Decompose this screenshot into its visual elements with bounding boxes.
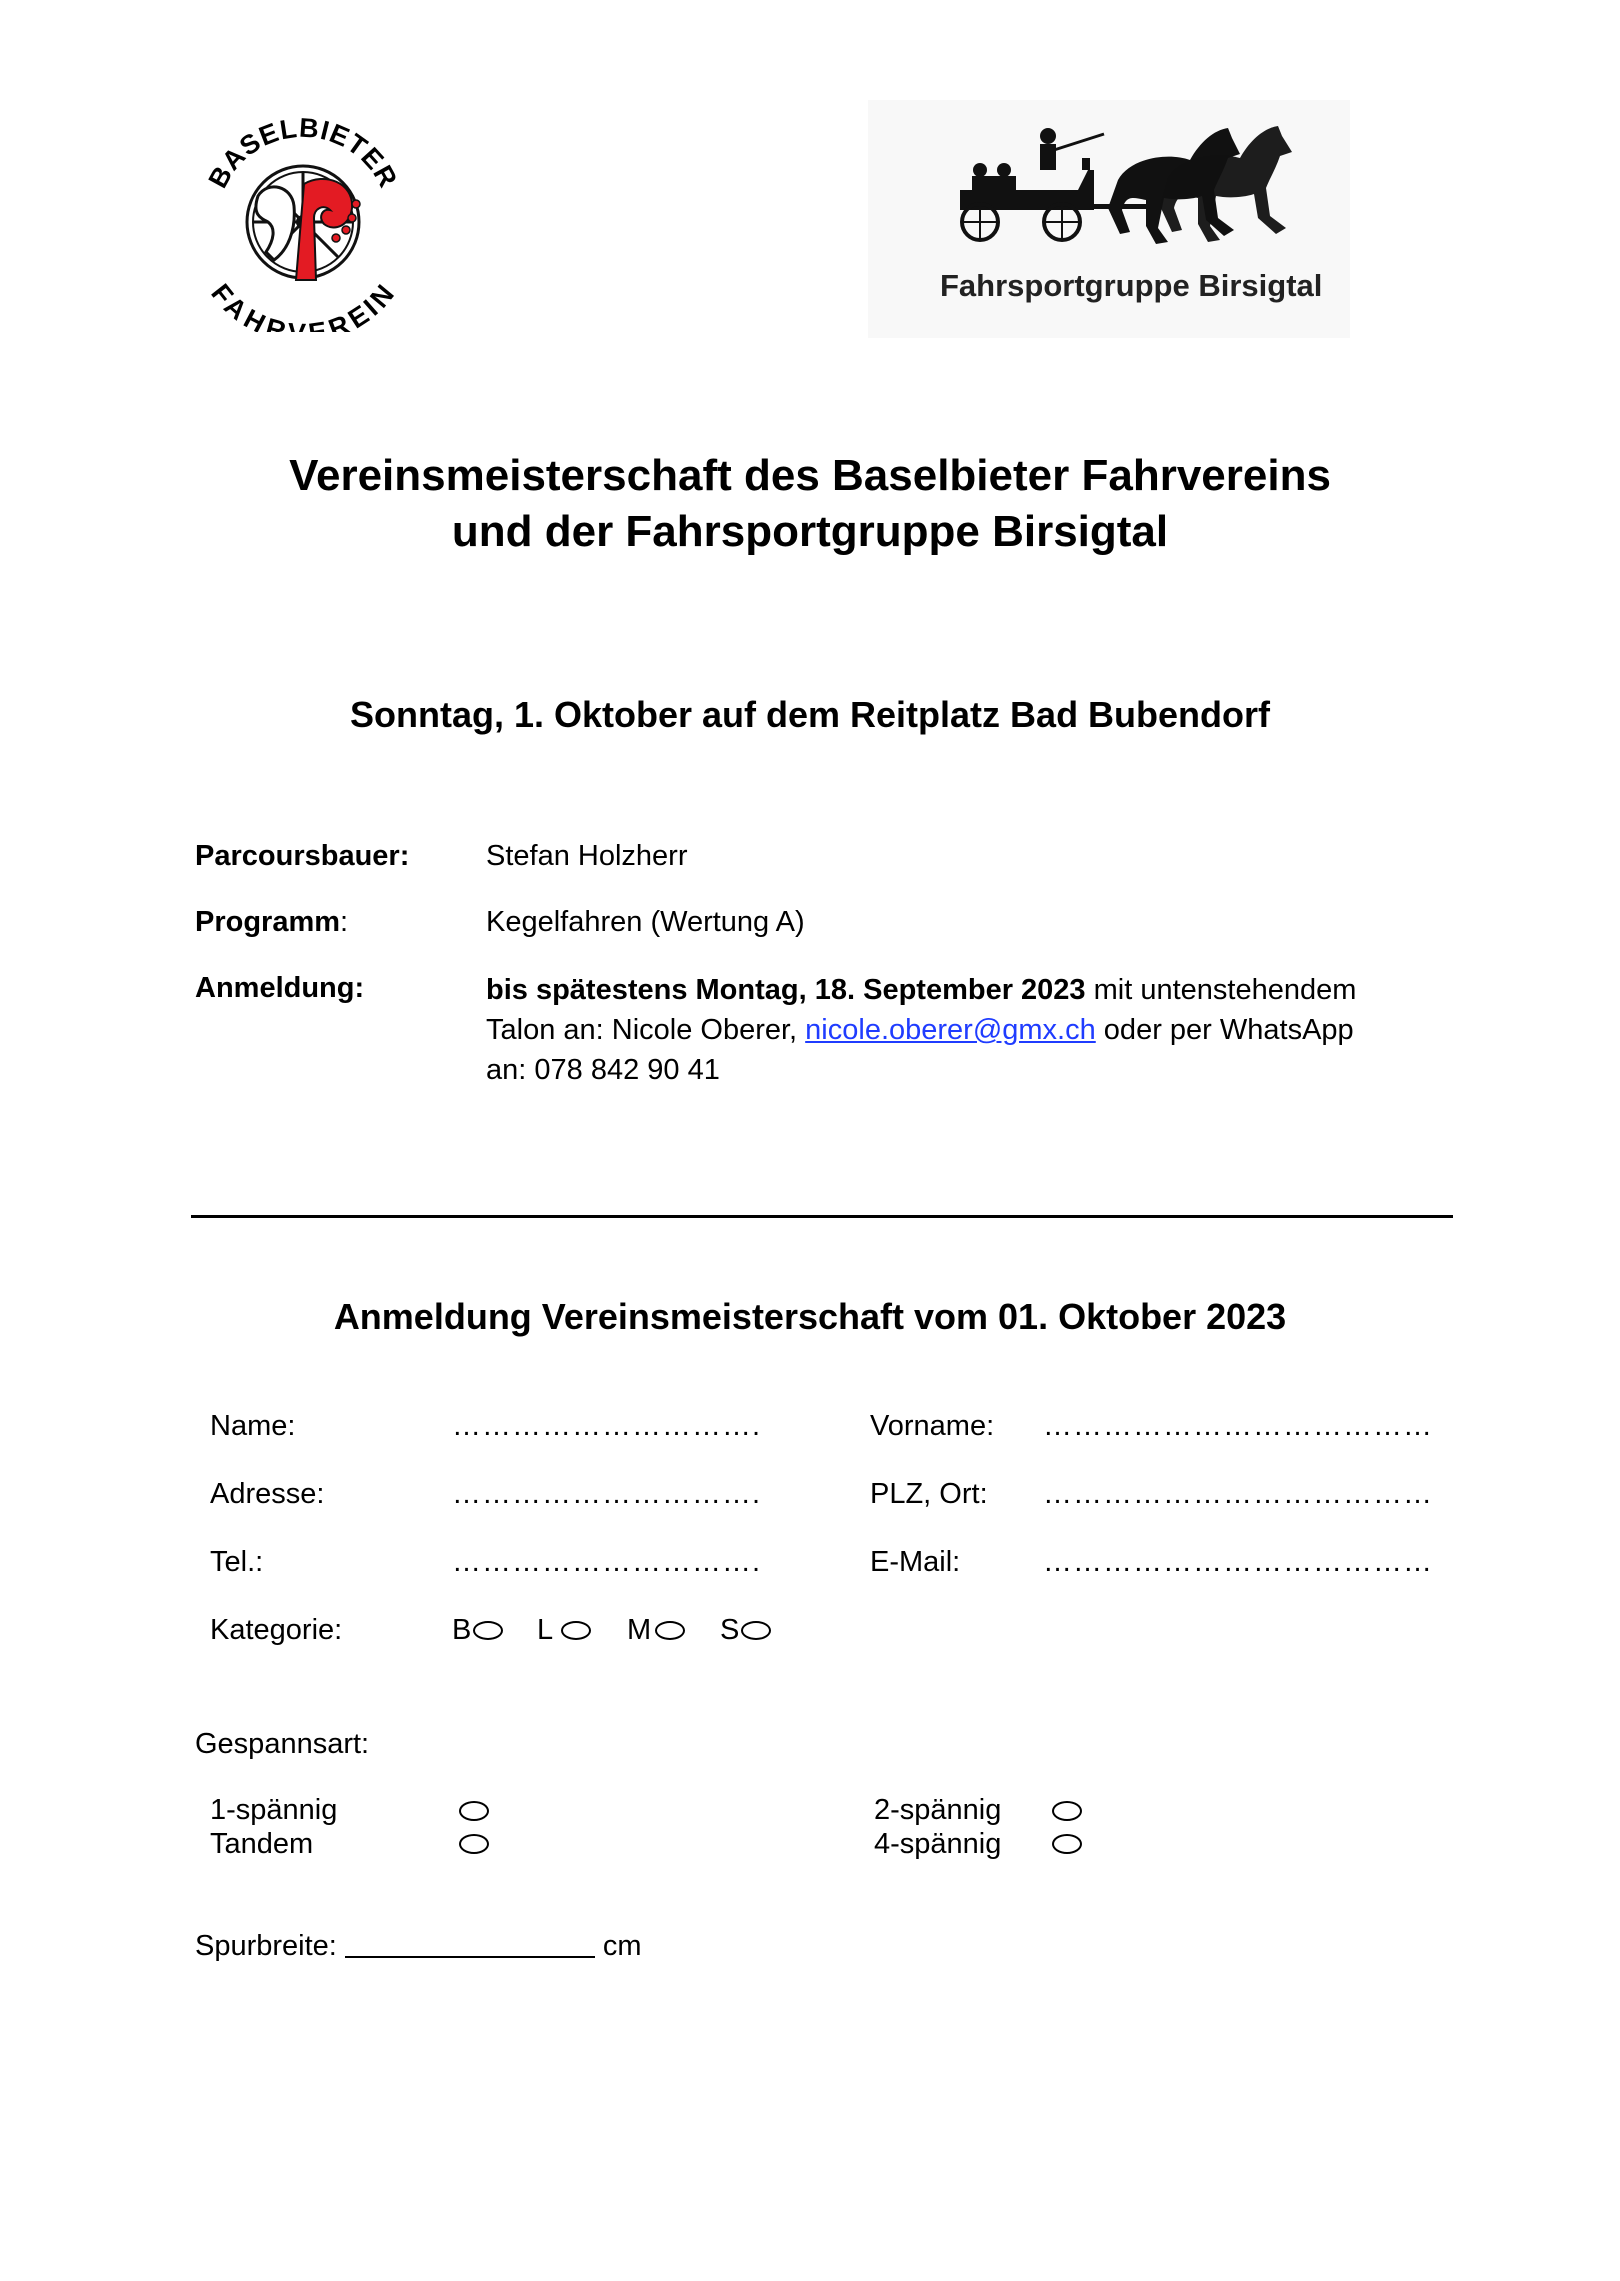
programm-label-text: Programm bbox=[195, 906, 341, 938]
anmeldung-deadline: bis spätestens Montag, 18. September 2023 bbox=[486, 974, 1086, 1006]
plz-ort-label: PLZ, Ort: bbox=[870, 1478, 988, 1510]
anmeldung-label: Anmeldung: bbox=[195, 972, 365, 1004]
event-date-location: Sonntag, 1. Oktober auf dem Reitplatz Bad Bubendorf bbox=[349, 694, 1271, 735]
tel-field[interactable]: …………………………. bbox=[452, 1546, 762, 1578]
plz-ort-field[interactable]: ………………………………… bbox=[1043, 1478, 1433, 1510]
name-field[interactable]: …………………………. bbox=[452, 1410, 762, 1442]
vierspaennig-radio[interactable] bbox=[1052, 1834, 1082, 1854]
parcoursbauer-label: Parcoursbauer: bbox=[195, 840, 410, 872]
gespannsart-label: Gespannsart: bbox=[195, 1728, 370, 1760]
page-title-line-2: und der Fahrsportgruppe Birsigtal bbox=[451, 507, 1169, 556]
anmeldung-details bbox=[486, 970, 1446, 1090]
section-divider bbox=[191, 1215, 1453, 1218]
programm-value: Kegelfahren (Wertung A) bbox=[486, 906, 805, 938]
anmeldung-text-3: oder per WhatsApp bbox=[1095, 1014, 1354, 1046]
zweispaennig-radio[interactable] bbox=[1052, 1801, 1082, 1821]
email-field[interactable]: ………………………………… bbox=[1043, 1546, 1433, 1578]
kategorie-b-label: B bbox=[452, 1614, 472, 1646]
kategorie-label: Kategorie: bbox=[210, 1614, 343, 1646]
kategorie-option-m[interactable] bbox=[627, 1614, 685, 1647]
parcoursbauer-value: Stefan Holzherr bbox=[486, 840, 688, 872]
radio-circle-icon[interactable] bbox=[561, 1621, 591, 1640]
kategorie-l-label: L bbox=[537, 1614, 554, 1646]
spurbreite-row bbox=[195, 1930, 642, 1963]
kategorie-option-b[interactable] bbox=[452, 1614, 503, 1647]
kategorie-s-label: S bbox=[720, 1614, 740, 1646]
kategorie-option-l[interactable] bbox=[537, 1614, 591, 1647]
logo-top-text: BASELBIETER bbox=[202, 112, 404, 193]
tandem-radio[interactable] bbox=[459, 1834, 489, 1854]
radio-circle-icon[interactable] bbox=[473, 1621, 503, 1640]
spurbreite-label: Spurbreite: bbox=[195, 1930, 337, 1962]
fahrsportgruppe-birsigtal-logo bbox=[868, 100, 1350, 338]
spurbreite-field[interactable] bbox=[345, 1954, 595, 1958]
logo-fsg-name: Fahrsportgruppe Birsigtal bbox=[940, 268, 1323, 303]
anmeldung-text-2: Talon an: Nicole Oberer, bbox=[486, 1014, 806, 1046]
zweispaennig-label: 2-spännig bbox=[874, 1794, 1002, 1826]
programm-label-colon: : bbox=[340, 906, 349, 938]
radio-circle-icon[interactable] bbox=[655, 1621, 685, 1640]
anmeldung-line-3: an: 078 842 90 41 bbox=[486, 1054, 720, 1086]
adresse-label: Adresse: bbox=[210, 1478, 325, 1510]
baselbieter-fahrverein-logo bbox=[196, 110, 410, 332]
adresse-field[interactable]: …………………………. bbox=[452, 1478, 762, 1510]
programm-label bbox=[195, 906, 348, 939]
anmeldung-line-2 bbox=[486, 1010, 1446, 1050]
kategorie-m-label: M bbox=[627, 1614, 652, 1646]
einspaennig-radio[interactable] bbox=[459, 1801, 489, 1821]
tel-label: Tel.: bbox=[210, 1546, 264, 1578]
anmeldung-line-1 bbox=[486, 970, 1446, 1010]
einspaennig-label: 1-spännig bbox=[210, 1794, 338, 1826]
kategorie-option-s[interactable] bbox=[720, 1614, 771, 1647]
anmeldung-text-1: mit untenstehendem bbox=[1085, 974, 1357, 1006]
logo-bottom-text: FAHR REIN bbox=[205, 278, 401, 332]
email-label: E-Mail: bbox=[870, 1546, 961, 1578]
svg-text:FAHRVEREIN bbox=[205, 278, 400, 332]
page-title-line-1: Vereinsmeisterschaft des Baselbieter Fahrvereins bbox=[289, 451, 1331, 500]
vierspaennig-label: 4-spännig bbox=[874, 1828, 1002, 1860]
vorname-field[interactable]: ………………………………… bbox=[1043, 1410, 1433, 1442]
name-label: Name: bbox=[210, 1410, 296, 1442]
email-link[interactable]: nicole.oberer@gmx.ch bbox=[805, 1014, 1096, 1046]
form-title: Anmeldung Vereinsmeisterschaft vom 01. Oktober 2023 bbox=[333, 1296, 1287, 1337]
vorname-label: Vorname: bbox=[870, 1410, 995, 1442]
tandem-label: Tandem bbox=[210, 1828, 314, 1860]
spurbreite-unit: cm bbox=[602, 1930, 642, 1962]
radio-circle-icon[interactable] bbox=[741, 1621, 771, 1640]
